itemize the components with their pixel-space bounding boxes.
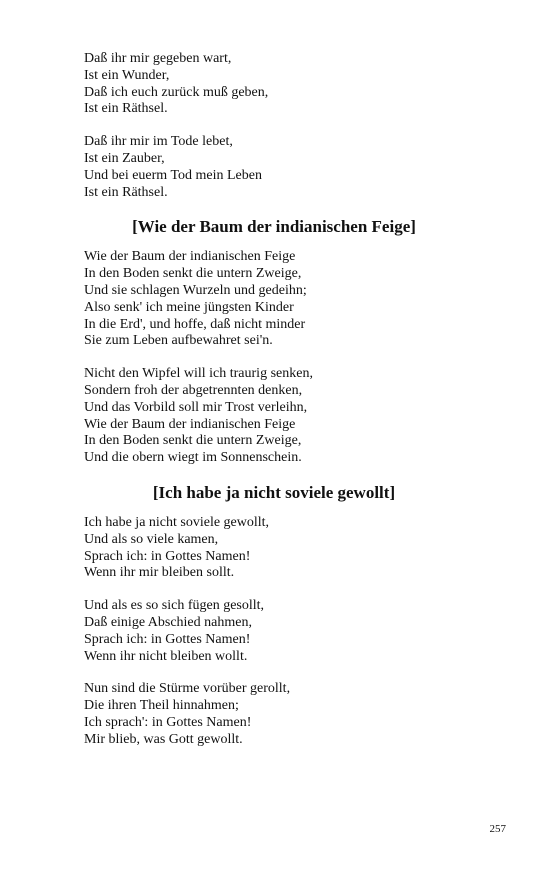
page-number: 257 xyxy=(489,823,506,835)
poem-line: Wie der Baum der indianischen Feige xyxy=(84,416,296,432)
poem-line: Und als es so sich fügen gesollt, xyxy=(84,598,265,614)
poem-text-block xyxy=(84,51,504,765)
poem-line: Ich sprach': in Gottes Namen! xyxy=(84,714,252,730)
poem-title: [Wie der Baum der indianischen Feige] xyxy=(132,217,416,237)
poem-line: Nicht den Wipfel will ich traurig senken, xyxy=(84,366,313,382)
poem-line: Die ihren Theil hinnahmen; xyxy=(84,698,239,714)
stanza xyxy=(84,134,504,201)
poem-line: Und als so viele kamen, xyxy=(84,531,219,547)
stanza xyxy=(84,249,504,350)
poem-line: Ist ein Räthsel. xyxy=(84,101,168,117)
poem-line: Daß ich euch zurück muß geben, xyxy=(84,84,269,100)
poem-line: In den Boden senkt die untern Zweige, xyxy=(84,266,302,282)
stanza xyxy=(84,51,504,118)
poem-line: Sondern froh der abgetrennten denken, xyxy=(84,382,303,398)
poem-line: Wenn ihr mir bleiben sollt. xyxy=(84,565,235,581)
poem-line: Wie der Baum der indianischen Feige xyxy=(84,249,296,265)
stanza xyxy=(84,515,504,582)
poem-title: [Ich habe ja nicht soviele gewollt] xyxy=(152,482,396,502)
poem-line: Ich habe ja nicht soviele gewollt, xyxy=(84,514,270,530)
poem-line: Und sie schlagen Wurzeln und gedeihn; xyxy=(84,282,307,298)
poem-line: Sie zum Leben aufbewahret sei'n. xyxy=(84,333,273,349)
poem-line: Also senk' ich meine jüngsten Kinder xyxy=(84,299,294,315)
poem-line: In die Erd', und hoffe, daß nicht minder xyxy=(84,316,306,332)
poem-line: Ist ein Zauber, xyxy=(84,150,165,166)
stanza xyxy=(84,366,504,467)
poem-line: Ist ein Räthsel. xyxy=(84,184,168,200)
poem-line: Und die obern wiegt im Sonnenschein. xyxy=(84,450,302,466)
poem-line: Und das Vorbild soll mir Trost verleihn, xyxy=(84,399,308,415)
poem-line: Mir blieb, was Gott gewollt. xyxy=(84,731,243,747)
poem-line: Daß ihr mir im Tode lebet, xyxy=(84,134,233,150)
poem-line: Daß ihr mir gegeben wart, xyxy=(84,51,232,66)
poem-line: Wenn ihr nicht bleiben wollt. xyxy=(84,648,248,664)
poem-line: Und bei euerm Tod mein Leben xyxy=(84,167,262,183)
poem-line: In den Boden senkt die untern Zweige, xyxy=(84,433,302,449)
poem-line: Daß einige Abschied nahmen, xyxy=(84,614,252,630)
poem-line: Sprach ich: in Gottes Namen! xyxy=(84,548,251,564)
poem-line: Nun sind die Stürme vorüber gerollt, xyxy=(84,681,291,697)
poem-line: Ist ein Wunder, xyxy=(84,67,170,83)
stanza xyxy=(84,681,504,748)
poem-line: Sprach ich: in Gottes Namen! xyxy=(84,631,251,647)
stanza xyxy=(84,598,504,665)
